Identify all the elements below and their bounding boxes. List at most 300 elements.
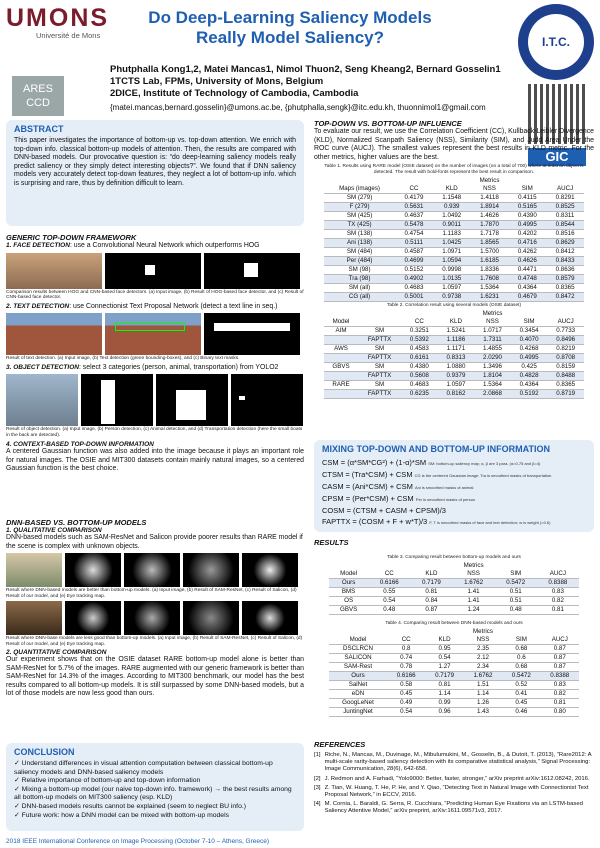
table-cell: 0.4748 <box>508 275 546 284</box>
table-header-row <box>324 318 584 327</box>
table-blank-cell <box>329 562 368 570</box>
table-cell: SM <box>358 327 401 336</box>
table-cell: 0.58 <box>387 681 425 690</box>
table-cell: 2.35 <box>464 645 502 654</box>
table-cell: RARE <box>324 381 358 390</box>
table-metrics-row <box>329 628 579 636</box>
table-header-cell: Maps (images) <box>324 185 395 194</box>
table-cell: 0.8488 <box>547 372 584 381</box>
table-cell: 0.8311 <box>546 212 584 221</box>
ares-ccd-logo: ARES CCD <box>12 76 64 116</box>
table-cell: 0.8579 <box>546 275 584 284</box>
table-cell: Tra (98) <box>324 275 395 284</box>
animal-detect-result <box>156 374 228 426</box>
table-cell: 0.8365 <box>547 381 584 390</box>
equation <box>322 516 586 528</box>
table-cell: 0.6235 <box>401 390 438 399</box>
dnn-worse-salicon <box>124 601 180 635</box>
table-cell: 0.5165 <box>508 203 546 212</box>
table-cell: BMS <box>329 588 368 597</box>
dnn-section: DNN-BASED VS. BOTTOM-UP MODELS 1. QUALITATIVE COMPARISON DNN-based models such as SAM-ResNet and Salicon provide poorer results than RARE model if the scene is complex with unknown objects. Result where DNN-based models are better than bottom-up models. (a) Input image, (b) Result of SAM-ResNet, (c) Result of Salicon, (d) Result of our model, and (e) Eye tracking map. Result where DNN-base models are less good than bottom-up models. (a) Input image, (b) Result of SAM-ResNet, (c) Result of Salicon, (d) Result of our model, and (e) Eye tracking map. 2. QUANTITATIVE COMPARISON Our experiment shows that on the OSIE dataset RARE bottom-up model alone is better than SAM-ResNet for 5.7% of the images. RARE augmented with our generic framework is better than SAM-ResNet for 14.3% of the images. According to MIT300 benchmark, our model has the best results compared to all bottom-up models. It is still surpassed by some DNN-based models, but a lot of those models are now less good than ours. <box>6 518 304 697</box>
table-cell: 0.4716 <box>508 239 546 248</box>
conclusion-item: ✓ DNN-based models results cannot be explained (seem to neglect BU info.) <box>14 803 296 812</box>
table-cell: 0.5111 <box>395 239 433 248</box>
table-cell: 1.6762 <box>453 579 495 588</box>
table-cell: 1.27 <box>425 663 463 672</box>
table-cell: 1.7608 <box>471 275 509 284</box>
dnn-better-input <box>6 553 62 587</box>
table-cell: 0.82 <box>541 690 579 699</box>
umons-logo: UMONS Université de Mons <box>6 4 110 40</box>
table-cell: 0.4637 <box>395 212 433 221</box>
table-cell: 1.0717 <box>474 327 511 336</box>
table-header-cell: SIM <box>508 185 546 194</box>
object-images <box>6 374 304 426</box>
table-cell: SM <box>358 363 401 372</box>
table-blank-cell <box>324 177 395 185</box>
table-cell: 0.68 <box>502 663 540 672</box>
table-cell: 0.4202 <box>508 230 546 239</box>
table-cell: 0.5608 <box>401 372 438 381</box>
table-cell <box>324 372 358 381</box>
table-cell: 0.5192 <box>511 390 548 399</box>
table-cell: 0.6 <box>502 654 540 663</box>
table-cell: 0.87 <box>410 606 452 615</box>
table-cell: 1.6762 <box>464 672 502 681</box>
table-metrics-label: Metrics <box>479 177 500 184</box>
equation-note: Per is smoothed masks of person <box>415 497 476 502</box>
table-cell: 0.45 <box>502 699 540 708</box>
reference-text: Z. Tian, W. Huang, T. He, P. He, and Y. Qiao, “Detecting Text in Natural Image with Connectionist Text Proposal Network,” in ECCV, 2016. <box>324 784 589 799</box>
table-row <box>324 284 584 293</box>
table-cell: 1.0425 <box>433 239 471 248</box>
table-cell: 1.0597 <box>438 381 475 390</box>
face-input-image <box>6 253 102 289</box>
reference-text: M. Cornia, L. Baraldi, G. Serra, R. Cucchiara, “Predicting Human Eye Fixations via an LSTM-based Saliency Attentive Model,” arXiv preprint, arXiv:1611.09571v3, 2017. <box>324 801 583 815</box>
table-cell: GBVS <box>329 606 368 615</box>
table-blank-cell <box>329 628 387 636</box>
table-cell: 0.939 <box>433 203 471 212</box>
reference-number: [2] <box>314 775 321 782</box>
table-cell: 0.49 <box>387 699 425 708</box>
table-cell: AWS <box>324 345 358 354</box>
table-cell: 1.3496 <box>474 363 511 372</box>
table-3 <box>329 562 579 615</box>
table-cell: 0.4828 <box>511 372 548 381</box>
dnn-better-images <box>6 553 304 587</box>
conclusion-item: ✓ Future work: how a DNN model can be mixed with bottom-up models <box>14 812 296 821</box>
table-cell: SM (425) <box>324 212 395 221</box>
table-metrics-row <box>324 177 584 185</box>
table-cell: 1.41 <box>453 588 495 597</box>
table-cell: 1.43 <box>464 708 502 717</box>
table-cell: 0.4587 <box>395 248 433 257</box>
table-cell: 1.8104 <box>474 372 511 381</box>
equation-formula: FAPTTX = (COSM + F + w*T)/3 <box>322 517 428 526</box>
table-cell: 0.8 <box>387 645 425 654</box>
table-row <box>329 588 579 597</box>
reference-text: J. Redmon and A. Farhadi, “Yolo9000: Better, faster, stronger,” arXiv preprint arXiv:1612.08242, 2016. <box>324 775 590 782</box>
object-input-image <box>6 374 78 426</box>
table-cell: 0.54 <box>368 597 410 606</box>
table-2 <box>324 310 584 399</box>
text-input-image <box>6 313 102 355</box>
table-cell: 1.0594 <box>433 257 471 266</box>
table-cell: SM <box>358 381 401 390</box>
table-cell: 0.87 <box>541 663 579 672</box>
table-cell: 0.8412 <box>546 248 584 257</box>
face-images <box>6 253 304 289</box>
reference-item <box>314 752 594 774</box>
itc-logo: I.T.C. <box>518 4 594 80</box>
table-cell: 0.95 <box>425 645 463 654</box>
table-cell: 0.45 <box>387 690 425 699</box>
table-cell: SALICON <box>329 654 387 663</box>
equation-note: F, T is smoothed masks of face and text detection; w is weight (=0.6) <box>429 520 551 525</box>
results-section: RESULTS Table 3. Comparing result between bottom-up models and ours Metrics Model CC KLD NSS SIM AUCJ Ours 0.6166 0.7179 1.6762 0.5472 0.8388 BMS 0.55 0.81 1.41 0.51 0.83 OS 0.54 0.84 1.41 0.51 0.82 GBVS 0.48 0.87 1.24 0.48 0.81 Table 4. Comparing result between DNN-based models and ours Metrics Model CC KLD NSS SIM AUCJ DSCLRCN 0.8 0.95 2.35 0.68 0.87 SALICON 0.74 0.54 2.12 0.6 0.87 SAM-Rest 0.78 1.27 2.34 0.68 0.87 Ours 0.6166 0.7179 1.6762 0.5472 0.8388 SalNet 0.58 0.81 1.51 0.52 0.83 eDN 0.45 1.14 1.14 0.41 0.82 GoogLeNet 0.49 0.99 1.26 0.45 0.81 JuntingNet 0.54 0.96 1.43 0.46 0.80 <box>314 538 594 717</box>
table-cell: 1.1548 <box>433 194 471 203</box>
dnn-better-ours <box>183 553 239 587</box>
table-cell: 1.7311 <box>474 336 511 345</box>
table-cell: 0.4683 <box>395 284 433 293</box>
table-header-cell: CC <box>387 636 425 645</box>
table-cell: 0.4995 <box>511 354 548 363</box>
table-row <box>329 690 579 699</box>
table-cell: 1.0971 <box>433 248 471 257</box>
table-cell: 1.1171 <box>438 345 475 354</box>
table-cell: 0.5631 <box>395 203 433 212</box>
table-header-cell: SIM <box>511 318 548 327</box>
table-row <box>329 672 579 681</box>
table-cell: 1.5241 <box>438 327 475 336</box>
table-header-cell: Model <box>324 318 358 327</box>
table-cell: 0.4626 <box>508 257 546 266</box>
table-cell: 0.48 <box>495 606 537 615</box>
table-cell <box>324 354 358 363</box>
table-cell: 0.8388 <box>537 579 579 588</box>
dnn-better-samresnet <box>65 553 121 587</box>
equation <box>322 457 586 469</box>
table-cell: AIM <box>324 327 358 336</box>
table-cell: 0.5392 <box>401 336 438 345</box>
text-images <box>6 313 304 355</box>
table-cell: 0.4683 <box>401 381 438 390</box>
table-row <box>324 327 584 336</box>
table-header-cell: KLD <box>433 185 471 194</box>
table-cell: 0.8525 <box>546 203 584 212</box>
table-cell: 0.80 <box>541 708 579 717</box>
table-cell: eDN <box>329 690 387 699</box>
table-cell <box>324 336 358 345</box>
table-cell: 0.99 <box>425 699 463 708</box>
table-cell: 0.8313 <box>438 354 475 363</box>
table-row <box>324 381 584 390</box>
table-cell: 0.4364 <box>511 381 548 390</box>
table-cell: 0.5478 <box>395 221 433 230</box>
dnn-worse-images <box>6 601 304 635</box>
table-cell: 0.8433 <box>546 257 584 266</box>
table-cell: Ours <box>329 579 368 588</box>
face-hog-result <box>105 253 201 289</box>
table-cell: SM (279) <box>324 194 395 203</box>
text-detect-result <box>105 313 201 355</box>
table-header-cell: NSS <box>464 636 502 645</box>
table-header-cell: AUCJ <box>537 570 579 579</box>
table-header-cell: KLD <box>410 570 452 579</box>
equation <box>322 481 586 493</box>
table-cell: 0.8291 <box>546 194 584 203</box>
table-cell: FAPTTX <box>358 390 401 399</box>
table-cell: 0.425 <box>511 363 548 372</box>
table-cell: 0.9998 <box>433 266 471 275</box>
table-cell: TX (425) <box>324 221 395 230</box>
table-row <box>324 239 584 248</box>
table-header-row <box>329 636 579 645</box>
equation-formula: CASM = (Ani*CSM) + CSM <box>322 482 413 491</box>
table-header-row <box>329 570 579 579</box>
reference-item <box>314 776 594 783</box>
table-cell: 0.4364 <box>508 284 546 293</box>
equation-formula: COSM = (CTSM + CASM + CPSM)/3 <box>322 506 446 515</box>
equation-note: Ani is smoothed masks of animal <box>414 485 474 490</box>
authors-block: Phutphalla Kong1,2, Matei Mancas1, Nimol Thuon2, Seng Kheang2, Bernard Gosselin1 1TCTS Lab, FPMs, University of Mons, Belgium 2DICE, Institute of Technology of Cambodia, Cambodia {matei.mancas,bernard.gosselin}@umons.ac.be, {phutphalla,sengk}@itc.edu.kh, thuonnimol1@gmail.com <box>110 64 501 112</box>
table-row <box>324 257 584 266</box>
table-row <box>329 579 579 588</box>
table-cell: 1.6185 <box>471 257 509 266</box>
table-row <box>324 194 584 203</box>
table-cell: 0.4115 <box>508 194 546 203</box>
table-row <box>324 363 584 372</box>
table-cell: OS <box>329 597 368 606</box>
table-cell: F (279) <box>324 203 395 212</box>
table-cell: 0.4268 <box>511 345 548 354</box>
conclusion-item: ✓ Mixing a bottom-up model (our naive top-down info. framework) → the best results among all bottom-up models on MIT300 saliency (esp. KLD) <box>14 786 296 803</box>
table-cell: 1.6231 <box>471 293 509 302</box>
table-row <box>329 654 579 663</box>
table-cell: 0.9011 <box>433 221 471 230</box>
reference-item <box>314 801 594 815</box>
table-metrics-row <box>329 562 579 570</box>
table-cell: 0.6166 <box>387 672 425 681</box>
table-cell: GoogLeNet <box>329 699 387 708</box>
table-cell: 0.81 <box>537 606 579 615</box>
table-cell: SM (all) <box>324 284 395 293</box>
table-header-cell: Model <box>329 570 368 579</box>
table-cell: 0.7179 <box>410 579 452 588</box>
table-cell: 0.4390 <box>508 212 546 221</box>
table-cell: 1.0597 <box>433 284 471 293</box>
table-row <box>329 663 579 672</box>
table-header-cell: CC <box>395 185 433 194</box>
table-cell: 1.41 <box>453 597 495 606</box>
table-cell: 0.4583 <box>401 345 438 354</box>
table-cell: 2.12 <box>464 654 502 663</box>
table-cell: 0.3454 <box>511 327 548 336</box>
table-row <box>329 645 579 654</box>
table-cell: 1.1183 <box>433 230 471 239</box>
table-header-cell: NSS <box>471 185 509 194</box>
table-cell: 0.51 <box>495 588 537 597</box>
table-header-cell <box>358 318 401 327</box>
table-cell: 0.8516 <box>546 230 584 239</box>
table-cell: Ours <box>329 672 387 681</box>
table-row <box>329 699 579 708</box>
table-1 <box>324 177 584 302</box>
equation <box>322 469 586 481</box>
table-cell: 0.9738 <box>433 293 471 302</box>
table-cell: 1.8914 <box>471 203 509 212</box>
table-cell: 0.3251 <box>401 327 438 336</box>
table-metrics-label: Metrics <box>473 628 493 635</box>
table-row <box>324 221 584 230</box>
dnn-worse-eyetracking <box>242 601 298 635</box>
table-cell: 0.87 <box>541 654 579 663</box>
table-cell: 0.48 <box>368 606 410 615</box>
table-cell: 0.68 <box>502 645 540 654</box>
table-cell: 0.6166 <box>368 579 410 588</box>
table-header-cell: KLD <box>425 636 463 645</box>
table-cell: 0.5472 <box>502 672 540 681</box>
table-cell: 0.8636 <box>546 266 584 275</box>
table-cell: 0.6161 <box>401 354 438 363</box>
table-cell: FAPTTX <box>358 372 401 381</box>
table-cell: 0.83 <box>541 681 579 690</box>
dnn-better-salicon <box>124 553 180 587</box>
table-cell: Ani (138) <box>324 239 395 248</box>
table-cell: 1.1186 <box>438 336 475 345</box>
equation-note: SM: bottom-up saliency map; α, β are 3 para. (α=0.75 and β=4) <box>428 461 541 466</box>
table-cell: 0.4699 <box>395 257 433 266</box>
table-cell: 0.84 <box>410 597 452 606</box>
table-cell: 0.51 <box>495 597 537 606</box>
table-row <box>324 390 584 399</box>
dnn-worse-samresnet <box>65 601 121 635</box>
table-cell: 0.74 <box>387 654 425 663</box>
equation-formula: CSM = (α*SM*CG²) + (1-α)*SM <box>322 458 427 467</box>
table-cell: 0.82 <box>537 597 579 606</box>
table-cell: SalNet <box>329 681 387 690</box>
table-header-cell: AUCJ <box>546 185 584 194</box>
table-cell: 0.87 <box>541 645 579 654</box>
conclusion-section: CONCLUSION ✓ Understand differences in visual attention computation between classical bottom-up saliency models and DNN-based saliency models ✓ Relative importance of bottom-up and top-down information ✓ Mixing a bottom-up model (our naive top-down info. framework) → the best results among all bottom-up models on MIT300 saliency (esp. KLD) ✓ DNN-based models results cannot be explained (seem to neglect BU info.) ✓ Future work: how a DNN model can be mixed with bottom-up models <box>6 743 304 831</box>
table-row <box>324 354 584 363</box>
table-row <box>324 336 584 345</box>
table-blank-cell <box>324 310 401 318</box>
table-header-cell: CC <box>368 570 410 579</box>
transport-detect-result <box>231 374 303 426</box>
influence-section: TOP-DOWN VS. BOTTOM-UP INFLUENCE To evaluate our result, we use the Correlation Coefficient (CC), Kullback-Leibler Divergence (KLD), Normalized Scanpath Saliency (NSS), Similarity (SIM), and Judd Area Under the ROC curve (AUCJ). The smallest values represent the best results in KLD metric. For the other metrics, higher values are the best. Table 1. Results using RARE model (OSIE dataset) on the number of images (on a total of 700) where at least an object is detected. The result with bold-fonts represent the best result in comparison. Metrics Maps (images) CC KLD NSS SIM AUCJ SM (279) 0.4179 1.1548 1.4118 0.4115 0.8291 F (279) 0.5631 0.939 1.8914 0.5165 0.8525 SM (425) 0.4637 1.0492 1.4626 0.4390 0.8311 TX (425) 0.5478 0.9011 1.7870 0.4995 0.8544 SM (138) 0.4754 1.1183 1.7178 0.4202 0.8516 Ani (138) 0.5111 1.0425 1.8565 0.4716 0.8629 SM (484) 0.4587 1.0971 1.5700 0.4262 0.8412 Per (484) 0.4699 1.0594 1.6185 0.4626 0.8433 SM (98) 0.5152 0.9998 1.8336 0.4471 0.8636 Tra (98) 0.4902 1.0135 1.7608 0.4748 0.8579 SM (all) 0.4683 1.0597 1.5364 0.4364 0.8365 CG (all) 0.5001 0.9738 1.6231 0.4679 0.8472 Table 2. Correlation result using several models (OSIE dataset) Metrics Model CC KLD NSS SIM AUCJ AIM SM 0.3251 1.5241 1.0717 0.3454 0.7733 FAPTTX 0.5392 1.1186 1.7311 0.4070 0.8496 AWS SM 0.4583 1.1171 1.4855 0.4268 0.8219 FAPTTX 0.6161 0.8313 2.0290 0.4995 0.8708 GBVS SM 0.4380 1.0880 1.3496 0.425 0.8159 FAPTTX 0.5608 0.9379 1.8104 0.4828 0.8488 RARE SM 0.4683 1.0597 1.5364 0.4364 0.8365 FAPTTX 0.6235 0.8162 2.0868 0.5192 0.8719 <box>314 119 594 397</box>
table-cell: Per (484) <box>324 257 395 266</box>
table-cell: 1.5364 <box>474 381 511 390</box>
table-cell: 0.4262 <box>508 248 546 257</box>
dnn-worse-ours <box>183 601 239 635</box>
table-cell: 0.8719 <box>547 390 584 399</box>
table-cell: 0.8544 <box>546 221 584 230</box>
table-cell: 0.4070 <box>511 336 548 345</box>
table-row <box>324 293 584 302</box>
framework-section: GENERIC TOP-DOWN FRAMEWORK 1. FACE DETECTION: use a Convolutional Neural Network which outperforms HOG Comparison results between HOG and CNN-based face detectors. (a) Input image, (b) Result of HOG-based face detector, and (c) Result of CNN-based face detector. 2. TEXT DETECTION: use Connectionist Text Proposal Network (detect a text line in seq.) Result of text detection. (a) Input image, (b) Text detection (green bounding-boxes), and (c) Binary text masks. 3. OBJECT DETECTION: select 3 categories (person, animal, transportation) from YOLO2 Result of object detection. (a) Input image, (b) Person detection, (c) Animal detection, and (d) Transportation detection (here the small boats in the back are detected). 4. CONTEXT-BASED TOP-DOWN INFORMATION A centered Gaussian function was also added into the image because it plays an important role for natural images. The OSIE and MIT300 datasets contain mainly natural images, so a centered Gaussian function is the best choice. <box>6 233 304 472</box>
table-cell: 0.4380 <box>401 363 438 372</box>
table-cell: 1.14 <box>425 690 463 699</box>
table-cell: 2.0290 <box>474 354 511 363</box>
equation-note: CG is the centered Gaussian image; Tra is smoothed masks of transportation <box>414 473 552 478</box>
table-cell: 0.54 <box>387 708 425 717</box>
table-row <box>329 597 579 606</box>
poster-title: Do Deep-Learning Saliency Models Really Model Saliency? <box>148 8 432 47</box>
table-cell: 0.4995 <box>508 221 546 230</box>
conclusion-item: ✓ Relative importance of bottom-up and top-down information <box>14 777 296 786</box>
table-cell: 0.4679 <box>508 293 546 302</box>
table-cell: CG (all) <box>324 293 395 302</box>
table-cell: 1.8565 <box>471 239 509 248</box>
table-cell: 1.5364 <box>471 284 509 293</box>
text-mask-result <box>204 313 300 355</box>
table-cell: FAPTTX <box>358 336 401 345</box>
reference-number: [3] <box>314 784 321 791</box>
table-cell: 1.7178 <box>471 230 509 239</box>
table-cell: 0.4902 <box>395 275 433 284</box>
table-4 <box>329 628 579 717</box>
gic-logo: GIC <box>528 148 586 166</box>
reference-number: [1] <box>314 752 321 758</box>
conclusion-item: ✓ Understand differences in visual attention computation between classical bottom-up saliency models and DNN-based saliency models <box>14 760 296 777</box>
table-cell: 0.81 <box>425 681 463 690</box>
table-cell: 0.8708 <box>547 354 584 363</box>
table-cell: 0.83 <box>537 588 579 597</box>
table-cell: 0.5152 <box>395 266 433 275</box>
table-cell: SAM-Rest <box>329 663 387 672</box>
equation-formula: CPSM = (Per*CSM) + CSM <box>322 494 414 503</box>
abstract-section: ABSTRACT This paper investigates the importance of bottom-up vs. top-down attention. We enrich with top-down info. classical bottom-up models of attention. Then, the results are compared with DNN-based models. Our provocative question is: “do deep-learning saliency models really predict saliency or they simply detect interesting objects?”. We found that if DNN saliency models very accurately detect top-down features, they neglect a lot of bottom-up info. which is surprising and rare, thus by definition difficult to learn. <box>6 120 304 226</box>
references-section: REFERENCES [1] Riche, N., Mancas, M., Duvinage, M., Mibulumukini, M., Gosselin, B., & Dutoit, T. (2013), “Rare2012: A multi-scale rarity-based saliency detection with its comparative statistical analysis,” Signal Processing: Image Communication, 28(6), 642-658. [2] J. Redmon and A. Farhadi, “Yolo9000: Better, faster, stronger,” arXiv preprint arXiv:1612.08242, 2016. [3] Z. Tian, W. Huang, T. He, P. He, and Y. Qiao, “Detecting Text in Natural Image with Connectionist Text Proposal Network,” in ECCV, 2016. [4] M. Cornia, L. Baraldi, G. Serra, R. Cucchiara, “Predicting Human Eye Fixations via an LSTM-based Saliency Attentive Model,” arXiv preprint, arXiv:1611.09571v3, 2017. <box>314 740 594 818</box>
table-cell: 1.51 <box>464 681 502 690</box>
table-cell: 0.46 <box>502 708 540 717</box>
table-header-cell: SIM <box>495 570 537 579</box>
table-cell: 2.0868 <box>474 390 511 399</box>
equation <box>322 505 586 516</box>
table-cell: 0.4471 <box>508 266 546 275</box>
table-cell: SM (484) <box>324 248 395 257</box>
table-cell: 0.52 <box>502 681 540 690</box>
table-row <box>324 266 584 275</box>
table-cell: 0.78 <box>387 663 425 672</box>
table-cell: 0.55 <box>368 588 410 597</box>
table-cell: 0.4179 <box>395 194 433 203</box>
table-cell: 0.8496 <box>547 336 584 345</box>
table-row <box>324 230 584 239</box>
table-row <box>324 275 584 284</box>
table-cell: 0.8159 <box>547 363 584 372</box>
table-cell: 1.7870 <box>471 221 509 230</box>
table-header-cell: NSS <box>474 318 511 327</box>
table-cell: 0.5001 <box>395 293 433 302</box>
table-cell: 0.8162 <box>438 390 475 399</box>
table-cell: 0.7733 <box>547 327 584 336</box>
table-cell: 1.8336 <box>471 266 509 275</box>
table-cell: 0.4754 <box>395 230 433 239</box>
table-row <box>329 708 579 717</box>
table-cell: 0.81 <box>410 588 452 597</box>
table-cell: 1.24 <box>453 606 495 615</box>
table-cell: 1.4855 <box>474 345 511 354</box>
table-cell: 2.34 <box>464 663 502 672</box>
table-cell: 0.8219 <box>547 345 584 354</box>
table-metrics-label: Metrics <box>482 310 503 317</box>
reference-text: Riche, N., Mancas, M., Duvinage, M., Mibulumukini, M., Gosselin, B., & Dutoit, T. (2013), “Rare2012: A multi-scale rarity-based saliency detection with its comparative statistical analysis,” Signal Processing: Image Communication, 28(6), 642-658. <box>324 752 592 773</box>
reference-item <box>314 785 594 799</box>
table-cell: 0.5472 <box>495 579 537 588</box>
table-row <box>329 681 579 690</box>
